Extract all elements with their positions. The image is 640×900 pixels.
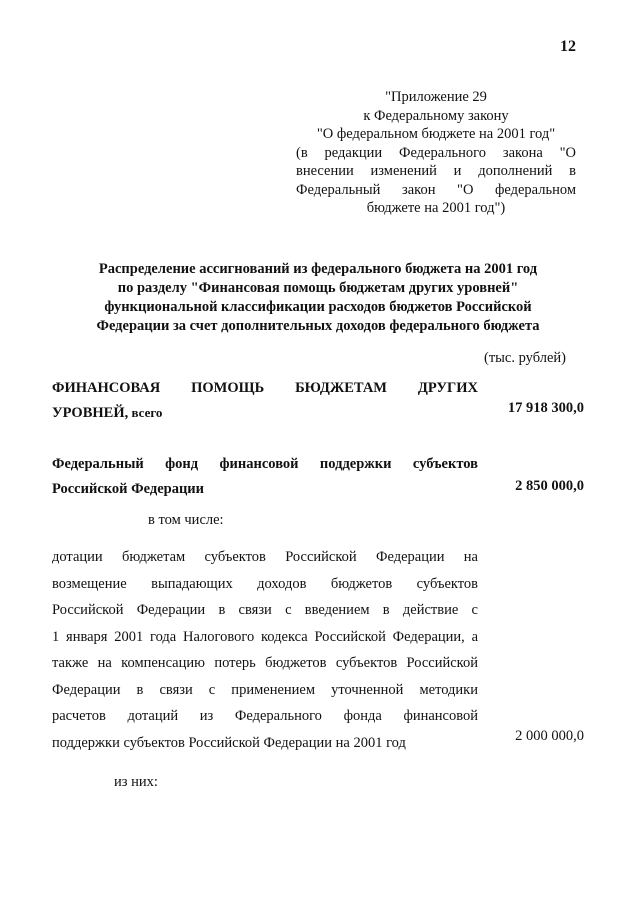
subsidy-line: Российской Федерации в связи с введением в действие с [52, 602, 478, 618]
section-total-label [52, 376, 478, 425]
subsidy-line: также на компенсацию потерь бюджетов субъектов Российской [52, 655, 478, 671]
subsidy-description [52, 544, 478, 756]
including-label: в том числе: [148, 512, 224, 528]
subsidy-line: возмещение выпадающих доходов бюджетов субъектов [52, 575, 478, 592]
section-total-amount: 17 918 300,0 [507, 400, 584, 416]
title-line: по разделу "Финансовая помощь бюджетам других уровней" [117, 280, 519, 296]
fund-amount: 2 850 000,0 [515, 478, 584, 494]
appendix-line: "О федеральном бюджете на 2001 год" [316, 126, 556, 142]
title-line: Федерации за счет дополнительных доходов федерального бюджета [96, 318, 540, 334]
appendix-line: к Федеральному закону [363, 107, 509, 124]
page-number: 12 [560, 38, 576, 55]
of-them-label: из них: [114, 774, 158, 790]
fund-line: Федеральный фонд финансовой поддержки субъектов [52, 456, 478, 472]
appendix-line: "Приложение 29 [385, 89, 487, 105]
appendix-line: внесении изменений и дополнений в [296, 163, 576, 179]
section-total-suffix: всего [128, 404, 163, 420]
section-total-line: ФИНАНСОВАЯ ПОМОЩЬ БЮДЖЕТАМ ДРУГИХ [52, 380, 478, 396]
subsidy-line: Федерации в связи с применением уточненной методики [52, 681, 478, 698]
subsidy-line: расчетов дотаций из Федерального фонда финансовой [52, 708, 478, 724]
title-line: Распределение ассигнований из федерального бюджета на 2001 год [98, 261, 538, 277]
appendix-line: (в редакции Федерального закона "О [296, 144, 576, 161]
title-line: функциональной классификации расходов бюджетов Российской [104, 299, 532, 315]
subsidy-line: поддержки субъектов Российской Федерации на 2001 год [52, 734, 406, 751]
subsidy-amount: 2 000 000,0 [515, 728, 584, 744]
appendix-line: бюджете на 2001 год") [366, 200, 506, 216]
document-title [68, 260, 568, 336]
fund-label [52, 452, 478, 501]
subsidy-line: дотации бюджетам субъектов Российской Федерации на [52, 549, 478, 565]
units-label: (тыс. рублей) [484, 350, 566, 366]
appendix-line: Федеральный закон "О федеральном [296, 181, 576, 198]
appendix-header [296, 88, 576, 218]
subsidy-line: 1 января 2001 года Налогового кодекса Российской Федерации, а [52, 628, 478, 645]
section-total-line: УРОВНЕЙ, [52, 404, 129, 421]
fund-line: Российской Федерации [52, 480, 205, 497]
